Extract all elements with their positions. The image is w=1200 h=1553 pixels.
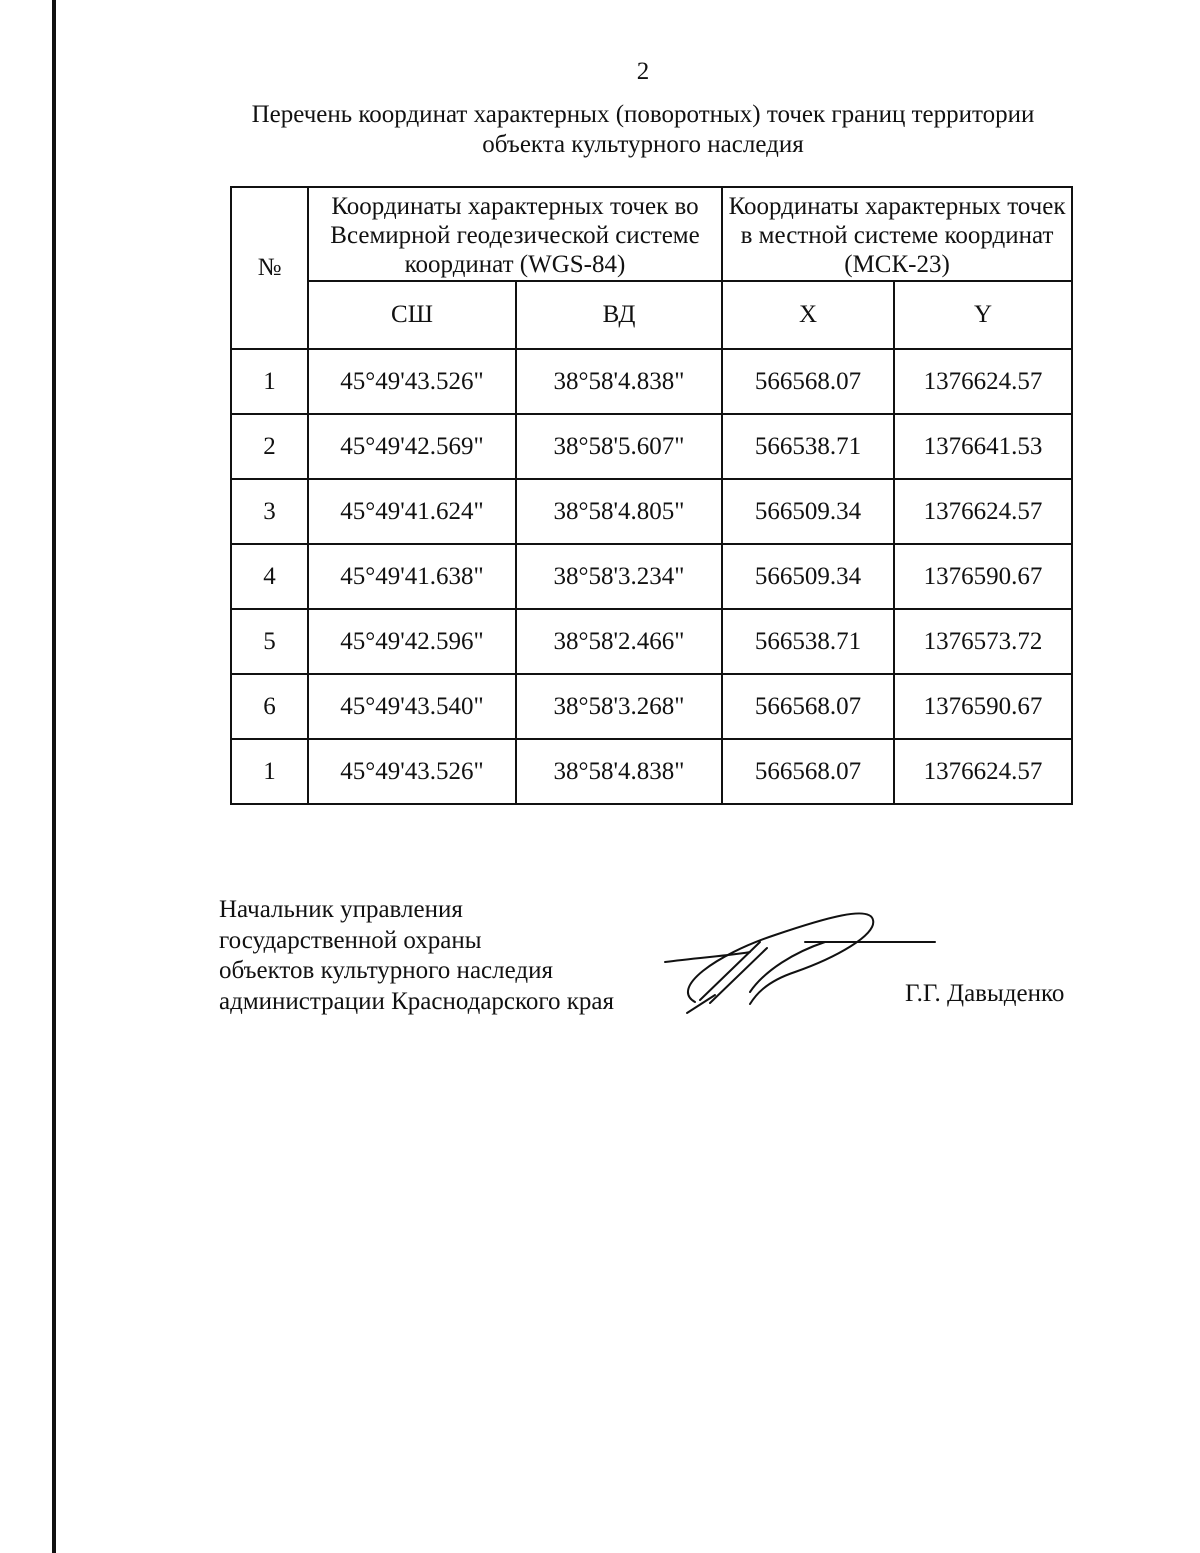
cell-longitude: 38°58'3.234": [516, 544, 722, 609]
signatory-position: [219, 895, 614, 1017]
cell-x: 566568.07: [722, 674, 894, 739]
cell-y: 1376590.67: [894, 674, 1072, 739]
signatory-position-line-4: администрации Краснодарского края: [219, 987, 615, 1015]
document-title-line-2: объекта культурного наследия: [482, 131, 804, 158]
cell-longitude: 38°58'2.466": [516, 609, 722, 674]
cell-y: 1376590.67: [894, 544, 1072, 609]
cell-latitude: 45°49'43.526": [308, 739, 516, 804]
table-row: [231, 739, 1072, 804]
cell-y: 1376624.57: [894, 349, 1072, 414]
cell-number: 1: [231, 349, 308, 414]
cell-x: 566568.07: [722, 349, 894, 414]
page-number: 2: [636, 58, 650, 85]
cell-longitude: 38°58'4.838": [516, 739, 722, 804]
header-wgs-group: Координаты характерных точек во Всемирной геодезической системе координат (WGS-84): [308, 187, 722, 281]
table-subheader-row: [231, 281, 1072, 349]
cell-longitude: 38°58'4.838": [516, 349, 722, 414]
table-row: [231, 609, 1072, 674]
table-row: [231, 349, 1072, 414]
header-number: №: [231, 187, 308, 349]
table-header-row: [231, 187, 1072, 281]
cell-x: 566538.71: [722, 414, 894, 479]
cell-x: 566509.34: [722, 544, 894, 609]
cell-number: 1: [231, 739, 308, 804]
cell-latitude: 45°49'43.540": [308, 674, 516, 739]
cell-longitude: 38°58'3.268": [516, 674, 722, 739]
header-y: Y: [894, 281, 1072, 349]
cell-latitude: 45°49'42.596": [308, 609, 516, 674]
cell-number: 6: [231, 674, 308, 739]
binding-margin-line: [52, 0, 56, 1553]
document-title: [200, 100, 1086, 160]
cell-y: 1376573.72: [894, 609, 1072, 674]
signatory-position-line-1: Начальник управления: [219, 896, 463, 923]
cell-longitude: 38°58'4.805": [516, 479, 722, 544]
cell-latitude: 45°49'43.526": [308, 349, 516, 414]
table-row: [231, 544, 1072, 609]
cell-latitude: 45°49'42.569": [308, 414, 516, 479]
header-longitude: ВД: [516, 281, 722, 349]
cell-y: 1376624.57: [894, 739, 1072, 804]
cell-latitude: 45°49'41.624": [308, 479, 516, 544]
cell-x: 566509.34: [722, 479, 894, 544]
signer-name: Г.Г. Давыденко: [905, 980, 1065, 1007]
handwritten-signature: [655, 900, 945, 1020]
cell-number: 5: [231, 609, 308, 674]
coordinates-table: [230, 186, 1073, 805]
cell-x: 566538.71: [722, 609, 894, 674]
signatory-position-line-2: государственной охраны: [219, 926, 482, 954]
cell-longitude: 38°58'5.607": [516, 414, 722, 479]
cell-number: 2: [231, 414, 308, 479]
table-row: [231, 414, 1072, 479]
header-msk-group: Координаты характерных точек в местной системе координат (МСК-23): [722, 187, 1072, 281]
document-title-line-1: Перечень координат характерных (поворотных) точек границ территории: [251, 101, 1035, 128]
header-x: X: [722, 281, 894, 349]
table-row: [231, 674, 1072, 739]
cell-x: 566568.07: [722, 739, 894, 804]
table-row: [231, 479, 1072, 544]
signatory-position-line-3: объектов культурного наследия: [219, 957, 553, 984]
cell-y: 1376624.57: [894, 479, 1072, 544]
cell-y: 1376641.53: [894, 414, 1072, 479]
header-latitude: СШ: [308, 281, 516, 349]
cell-latitude: 45°49'41.638": [308, 544, 516, 609]
cell-number: 4: [231, 544, 308, 609]
cell-number: 3: [231, 479, 308, 544]
